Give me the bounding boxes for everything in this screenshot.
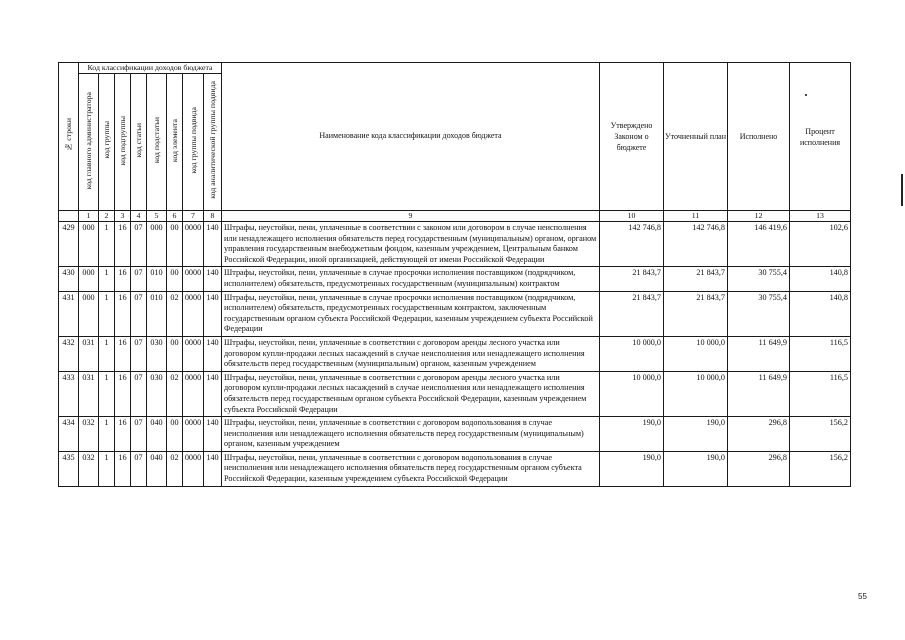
code-cell-5: 030: [147, 336, 167, 371]
table-row: [59, 371, 851, 416]
code-cell-2: 1: [99, 267, 115, 291]
code-cell-6: 00: [167, 222, 183, 267]
code-cell-1: 031: [79, 371, 99, 416]
code-cell-3: 16: [115, 267, 131, 291]
code-header-6: код элемента: [167, 74, 183, 211]
code-cell-7: 0000: [183, 222, 204, 267]
column-number: 1: [79, 211, 99, 222]
code-cell-7: 0000: [183, 336, 204, 371]
name-cell: Штрафы, неустойки, пени, уплаченные в соответствии с договором аренды лесного участка или договором купли-продажи лесных насаждений в случае неисполнения или ненадлежащего исполнения обязательств перед государственным органом субъекта Российской Федерации, казенным учреждением субъекта Российской Федерации: [222, 371, 600, 416]
column-number: 11: [664, 211, 728, 222]
code-header-2: код группы: [99, 74, 115, 211]
code-cell-6: 00: [167, 267, 183, 291]
code-cell-4: 07: [131, 451, 147, 486]
refined-plan-cell: 190,0: [664, 451, 728, 486]
approved-header: Утверждено Законом о бюджете: [600, 63, 664, 211]
code-cell-5: 040: [147, 417, 167, 452]
code-cell-5: 010: [147, 291, 167, 336]
row-number-cell: 432: [59, 336, 79, 371]
executed-cell: 296,8: [728, 451, 790, 486]
column-number-blank: [59, 211, 79, 222]
code-cell-6: 02: [167, 451, 183, 486]
approved-cell: 10 000,0: [600, 371, 664, 416]
percent-header: Процент исполнения: [790, 63, 851, 211]
column-number: 5: [147, 211, 167, 222]
row-number-cell: 431: [59, 291, 79, 336]
code-cell-8: 140: [204, 267, 222, 291]
code-cell-5: 010: [147, 267, 167, 291]
approved-cell: 21 843,7: [600, 291, 664, 336]
refined-plan-cell: 10 000,0: [664, 371, 728, 416]
code-cell-7: 0000: [183, 417, 204, 452]
column-number: 3: [115, 211, 131, 222]
row-number-cell: 435: [59, 451, 79, 486]
code-header-7: код группы подвида: [183, 74, 204, 211]
code-header-5: код подстатьи: [147, 74, 167, 211]
column-numbers-row: [59, 211, 851, 222]
refined-plan-cell: 21 843,7: [664, 267, 728, 291]
code-cell-3: 16: [115, 222, 131, 267]
code-cell-2: 1: [99, 222, 115, 267]
column-number: 8: [204, 211, 222, 222]
row-number-cell: 430: [59, 267, 79, 291]
refined-plan-cell: 10 000,0: [664, 336, 728, 371]
code-cell-2: 1: [99, 417, 115, 452]
code-cell-6: 00: [167, 417, 183, 452]
percent-cell: 116,5: [790, 336, 851, 371]
column-number: 2: [99, 211, 115, 222]
refined-plan-cell: 190,0: [664, 417, 728, 452]
code-cell-3: 16: [115, 417, 131, 452]
code-cell-8: 140: [204, 371, 222, 416]
code-cell-4: 07: [131, 371, 147, 416]
budget-table: [58, 62, 851, 487]
executed-cell: 296,8: [728, 417, 790, 452]
code-cell-1: 031: [79, 336, 99, 371]
code-cell-8: 140: [204, 336, 222, 371]
table-row: [59, 291, 851, 336]
approved-cell: 190,0: [600, 417, 664, 452]
code-header-1: код главного администратора: [79, 74, 99, 211]
code-cell-3: 16: [115, 451, 131, 486]
column-number: 4: [131, 211, 147, 222]
code-cell-6: 00: [167, 336, 183, 371]
column-number: 6: [167, 211, 183, 222]
percent-cell: 116,5: [790, 371, 851, 416]
percent-cell: 140,8: [790, 267, 851, 291]
code-cell-4: 07: [131, 417, 147, 452]
code-header-4: код статьи: [131, 74, 147, 211]
row-number-header: № строки: [59, 63, 79, 211]
code-cell-2: 1: [99, 371, 115, 416]
classification-group-header: Код классификации доходов бюджета: [79, 63, 222, 74]
refined-plan-cell: 21 843,7: [664, 291, 728, 336]
table-row: [59, 222, 851, 267]
page-number: 55: [858, 592, 867, 601]
column-number: 13: [790, 211, 851, 222]
code-cell-8: 140: [204, 417, 222, 452]
code-cell-1: 032: [79, 417, 99, 452]
code-cell-7: 0000: [183, 267, 204, 291]
executed-cell: 11 649,9: [728, 336, 790, 371]
code-cell-8: 140: [204, 451, 222, 486]
percent-cell: 140,8: [790, 291, 851, 336]
refined-plan-header: Уточненный план: [664, 63, 728, 211]
name-header: Наименование кода классификации доходов бюджета: [222, 63, 600, 211]
percent-cell: 156,2: [790, 451, 851, 486]
name-cell: Штрафы, неустойки, пени, уплаченные в случае просрочки исполнения поставщиком (подрядчиком, исполнителем) обязательств, предусмотренных государственным контрактом, заключенным государственным органом субъекта Российской Федерации, казенным учреждением субъекта Российской Федерации: [222, 291, 600, 336]
table-row: [59, 267, 851, 291]
table-row: [59, 417, 851, 452]
name-cell: Штрафы, неустойки, пени, уплаченные в случае просрочки исполнения поставщиком (подрядчиком, исполнителем) обязательств, предусмотренных государственным (муниципальным) контрактом: [222, 267, 600, 291]
code-cell-1: 032: [79, 451, 99, 486]
code-cell-5: 030: [147, 371, 167, 416]
approved-cell: 142 746,8: [600, 222, 664, 267]
code-cell-7: 0000: [183, 451, 204, 486]
code-cell-2: 1: [99, 336, 115, 371]
code-cell-4: 07: [131, 336, 147, 371]
executed-cell: 30 755,4: [728, 291, 790, 336]
table-body: [59, 222, 851, 487]
percent-cell: 156,2: [790, 417, 851, 452]
name-cell: Штрафы, неустойки, пени, уплаченные в соответствии с договором аренды лесного участка или договором купли-продажи лесных насаждений в случае неисполнения или ненадлежащего исполнения обязательств перед государственным (муниципальным) органом, казенным учреждением: [222, 336, 600, 371]
name-cell: Штрафы, неустойки, пени, уплаченные в соответствии с договором водопользования в случае неисполнения или ненадлежащего исполнения обязательств перед государственным органом субъекта Российской Федерации, казенным учреждением субъекта Российской Федерации: [222, 451, 600, 486]
code-cell-4: 07: [131, 291, 147, 336]
refined-plan-cell: 142 746,8: [664, 222, 728, 267]
column-number: 7: [183, 211, 204, 222]
code-cell-8: 140: [204, 291, 222, 336]
column-number: 10: [600, 211, 664, 222]
percent-cell: 102,6: [790, 222, 851, 267]
code-cell-7: 0000: [183, 371, 204, 416]
code-cell-2: 1: [99, 291, 115, 336]
name-cell: Штрафы, неустойки, пени, уплаченные в соответствии с законом или договором в случае неисполнения или ненадлежащего исполнения обязательств перед государственным (муниципальным) органом, органом управления государственным внебюджетным фондом, казенным учреждением, Центральным банком Российской Федерации, иной организацией, действующей от имени Российской Федерации: [222, 222, 600, 267]
code-header-3: код подгруппы: [115, 74, 131, 211]
approved-cell: 21 843,7: [600, 267, 664, 291]
executed-cell: 146 419,6: [728, 222, 790, 267]
budget-sheet: [58, 62, 851, 487]
code-cell-3: 16: [115, 336, 131, 371]
approved-cell: 190,0: [600, 451, 664, 486]
executed-cell: 11 649,9: [728, 371, 790, 416]
row-number-cell: 434: [59, 417, 79, 452]
scan-edge-mark: [901, 174, 903, 206]
code-cell-8: 140: [204, 222, 222, 267]
code-cell-3: 16: [115, 291, 131, 336]
code-cell-1: 000: [79, 291, 99, 336]
approved-cell: 10 000,0: [600, 336, 664, 371]
code-header-8: код аналитической группы подвида: [204, 74, 222, 211]
row-number-cell: 429: [59, 222, 79, 267]
code-cell-2: 1: [99, 451, 115, 486]
code-cell-4: 07: [131, 222, 147, 267]
name-cell: Штрафы, неустойки, пени, уплаченные в соответствии с договором водопользования в случае неисполнения или ненадлежащего исполнения обязательств перед государственным (муниципальным) органом, казенным учреждением: [222, 417, 600, 452]
table-row: [59, 336, 851, 371]
executed-cell: 30 755,4: [728, 267, 790, 291]
code-cell-7: 0000: [183, 291, 204, 336]
table-row: [59, 451, 851, 486]
code-cell-6: 02: [167, 291, 183, 336]
row-number-cell: 433: [59, 371, 79, 416]
code-cell-5: 000: [147, 222, 167, 267]
code-cell-6: 02: [167, 371, 183, 416]
code-cell-1: 000: [79, 267, 99, 291]
code-cell-4: 07: [131, 267, 147, 291]
scan-speck: [805, 94, 807, 96]
code-cell-5: 040: [147, 451, 167, 486]
column-number: 12: [728, 211, 790, 222]
executed-header: Исполнено: [728, 63, 790, 211]
code-cell-3: 16: [115, 371, 131, 416]
code-cell-1: 000: [79, 222, 99, 267]
column-number: 9: [222, 211, 600, 222]
